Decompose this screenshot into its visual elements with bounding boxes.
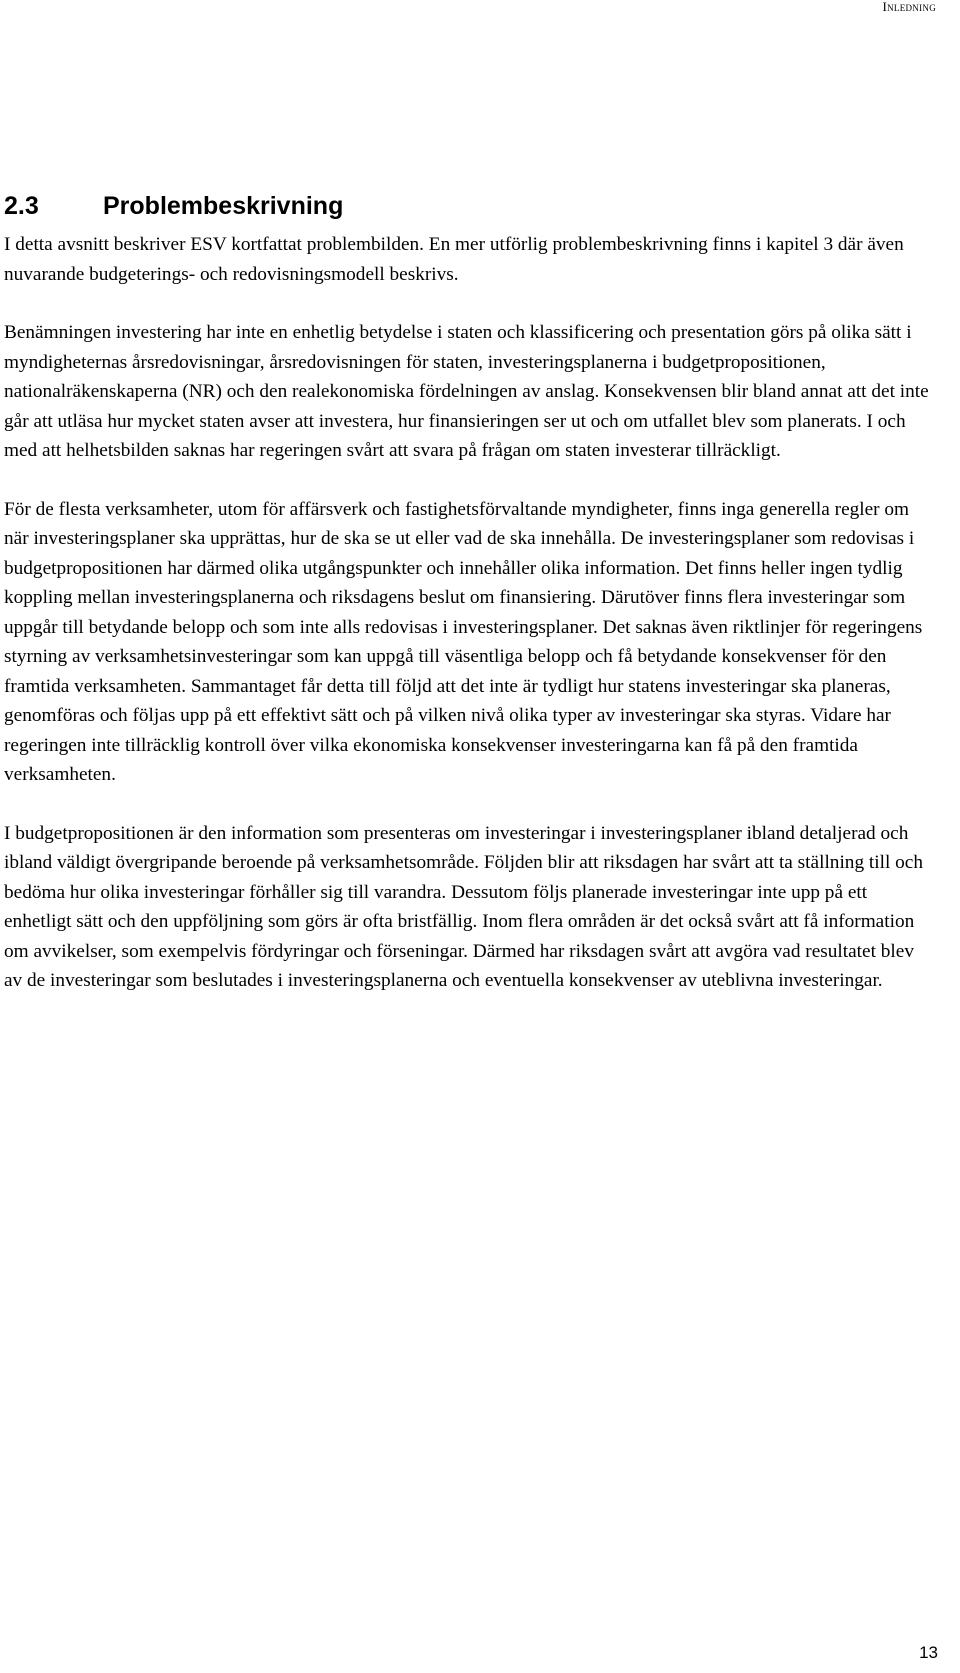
section-title: Problembeskrivning (103, 192, 344, 220)
paragraph-intro: I detta avsnitt beskriver ESV kortfattat problembilden. En mer utförlig problembeskrivning finns i kapitel 3 där även nuvarande budgeterings- och redovisningsmodell beskrivs. (4, 234, 904, 285)
running-header: Inledning (882, 0, 936, 14)
document-body (4, 190, 934, 996)
page-number: 13 (919, 1643, 938, 1662)
section-heading (4, 190, 934, 222)
paragraph-definition: Benämningen investering har inte en enhetlig betydelse i staten och klassificering och presentation görs på olika sätt i myndigheternas årsredovisningar, årsredovisningen för staten, investeringsplanerna i budgetpropositionen, nationalräkenskaperna (NR) och den realekonomiska fördelningen av anslag. Konsekvensen blir bland annat att det inte går att utläsa hur mycket staten avser att investera, hur finansieringen ser ut och om utfallet blev som planerats. I och med att helhetsbilden saknas har regeringen svårt att svara på frågan om staten investerar tillräckligt. (4, 322, 929, 461)
section-number: 2.3 (4, 192, 39, 220)
paragraph-investment-plans: För de flesta verksamheter, utom för affärsverk och fastighetsförvaltande myndigheter, finns inga generella regler om när investeringsplaner ska upprättas, hur de ska se ut eller vad de ska innehålla. De investeringsplaner som redovisas i budgetpropositionen har därmed olika utgångspunkter och innehåller olika information. Det finns heller ingen tydlig koppling mellan investeringsplanerna och riksdagens beslut om finansiering. Därutöver finns flera investeringar som uppgår till betydande belopp och som inte alls redovisas i investeringsplaner. Det saknas även riktlinjer för regeringens styrning av verksamhetsinvesteringar som kan uppgå till väsentliga belopp och få betydande konsekvenser för den framtida verksamheten. Sammantaget får detta till följd att det inte är tydligt hur statens investeringar ska planeras, genomföras och följas upp på ett effektivt sätt och på vilken nivå olika typer av investeringar ska styras. Vidare har regeringen inte tillräcklig kontroll över vilka ekonomiska konsekvenser investeringarna kan få på den framtida verksamheten. (4, 498, 923, 785)
paragraph-budget-bill: I budgetpropositionen är den information som presenteras om investeringar i investeringsplaner ibland detaljerad och ibland väldigt övergripande beroende på verksamhetsområde. Följden blir att riksdagen har svårt att ta ställning till och bedöma hur olika investeringar förhåller sig till varandra. Dessutom följs planerade investeringar inte upp på ett enhetligt sätt och den uppföljning som görs är ofta bristfällig. Inom flera områden är det också svårt att få information om avvikelser, som exempelvis fördyringar och förseningar. Därmed har riksdagen svårt att avgöra vad resultatet blev av de investeringar som beslutades i investeringsplanerna och eventuella konsekvenser av uteblivna investeringar. (4, 822, 923, 991)
